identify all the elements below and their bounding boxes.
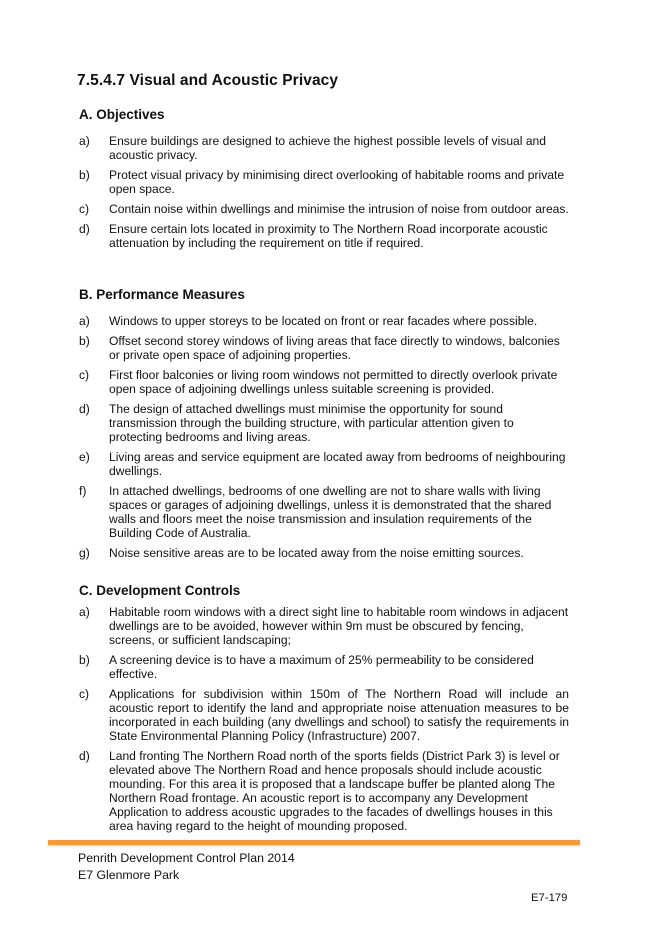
page-title: 7.5.4.7 Visual and Acoustic Privacy [77,72,339,89]
list-marker: d) [79,749,90,763]
section-heading-performance-measures: B. Performance Measures [79,287,245,302]
performance-measures-list [79,314,569,566]
list-marker: b) [79,334,90,348]
list-item-text: First floor balconies or living room windows not permitted to directly overlook private open space of adjoining dwellings unless suitable screening is provided. [109,368,558,396]
list-item-text: Noise sensitive areas are to be located away from the noise emitting sources. [109,546,524,560]
footer-document-title: Penrith Development Control Plan 2014 [78,851,295,865]
list-item [79,222,569,250]
list-marker: a) [79,605,90,619]
list-item [79,402,569,444]
footer-section-name: E7 Glenmore Park [78,868,180,882]
list-item [79,653,569,681]
list-item [79,450,569,478]
list-marker: c) [79,687,90,701]
list-item [79,202,569,216]
section-heading-development-controls: C. Development Controls [79,583,241,598]
list-item-text: The design of attached dwellings must minimise the opportunity for sound transmission through the building structure, with particular attention given to protecting bedrooms and living areas. [109,402,514,444]
list-item-text: Windows to upper storeys to be located on front or rear facades where possible. [109,314,538,328]
list-item [79,749,569,833]
development-controls-list [79,605,569,839]
list-item-text: Offset second storey windows of living areas that face directly to windows, balconies or private open space of adjoining properties. [109,334,560,362]
list-marker: c) [79,202,90,216]
list-item-text: Land fronting The Northern Road north of the sports fields (District Park 3) is level or elevated above The Northern Road and hence proposals should include acoustic mounding. For this area it is proposed that a landscape buffer be planted along The Northern Road frontage. An acoustic report is to accompany any Development Application to address acoustic upgrades to the facades of dwellings houses in this area having regard to the height of mounding proposed. [109,749,560,833]
list-item [79,605,569,647]
list-marker: b) [79,168,90,182]
list-marker: a) [79,134,90,148]
list-marker: g) [79,546,90,560]
list-item-text: Ensure buildings are designed to achieve the highest possible levels of visual and acoustic privacy. [109,134,546,162]
list-marker: e) [79,450,90,464]
list-item [79,484,569,540]
list-item [79,314,569,328]
list-marker: f) [79,484,87,498]
page-number: E7-179 [531,892,568,904]
list-item-text: In attached dwellings, bedrooms of one dwelling are not to share walls with living spaces or garages of adjoining dwellings, unless it is demonstrated that the shared walls and floors meet the noise transmission and insulation requirements of the Building Code of Australia. [109,484,552,540]
list-item-text: Living areas and service equipment are located away from bedrooms of neighbouring dwellings. [109,450,566,478]
list-marker: a) [79,314,90,328]
list-item [79,134,569,162]
list-marker: d) [79,222,90,236]
list-marker: d) [79,402,90,416]
list-item-text: Habitable room windows with a direct sight line to habitable room windows in adjacent dwellings are to be avoided, however within 9m must be obscured by fencing, screens, or sufficient landscaping; [109,605,569,647]
list-item [79,687,569,743]
section-heading-objectives: A. Objectives [79,107,165,122]
list-item [79,368,569,396]
objectives-list [79,134,569,256]
list-item-text: Protect visual privacy by minimising direct overlooking of habitable rooms and private open space. [109,168,565,196]
list-item-text: Contain noise within dwellings and minimise the intrusion of noise from outdoor areas. [109,202,569,216]
list-item [79,334,569,362]
list-item-text: Ensure certain lots located in proximity to The Northern Road incorporate acoustic attenuation by including the requirement on title if required. [109,222,548,250]
list-item [79,546,569,560]
list-item [79,168,569,196]
list-marker: c) [79,368,90,382]
list-item-text: Applications for subdivision within 150m of The Northern Road will include an acoustic report to identify the land and appropriate noise attenuation measures to be incorporated in each building (any dwellings and school) to satisfy the requirements in State Environmental Planning Policy (Infrastructure) 2007. [109,687,569,743]
footer-divider [48,840,580,845]
list-item-text: A screening device is to have a maximum of 25% permeability to be considered effective. [109,653,534,681]
list-marker: b) [79,653,90,667]
